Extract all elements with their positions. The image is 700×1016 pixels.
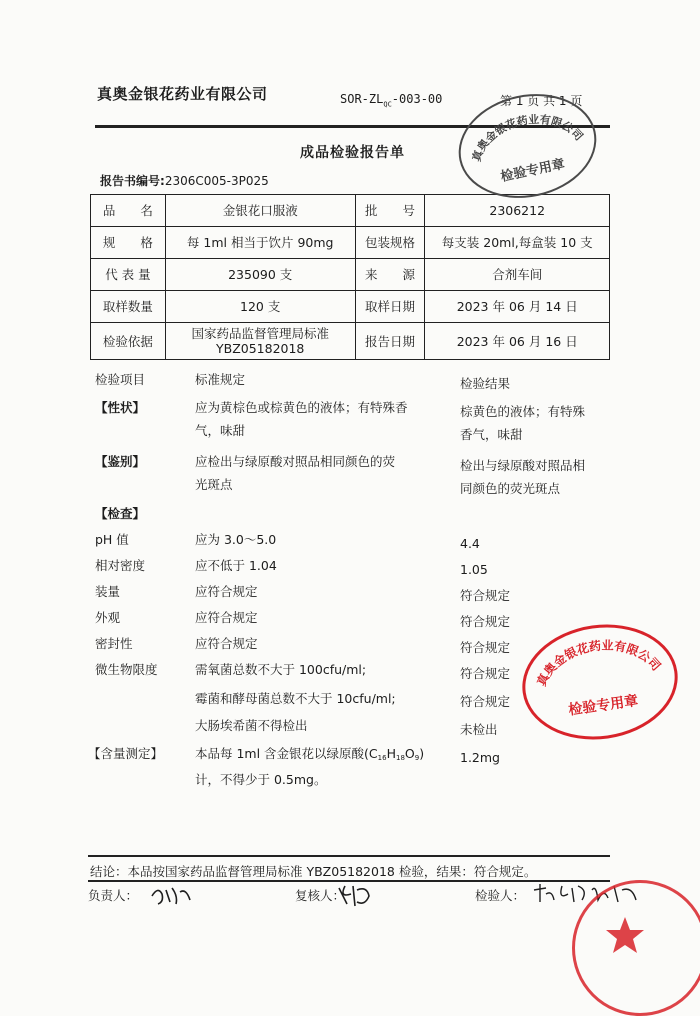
table-row: [91, 195, 610, 227]
reviewer-signature: [335, 880, 375, 910]
table-row: [91, 259, 610, 291]
label-basis: 检验依据: [91, 323, 166, 360]
inspection-result: 1.05: [460, 562, 488, 577]
value-product-name: 金银花口服液: [165, 195, 355, 227]
document-number: SOR-$ZL_{QC}-003-00$: [340, 92, 443, 109]
assay-standard: 本品每 1ml 含金银花以绿原酸$(C_{16}H_{18}O_9)$: [195, 746, 425, 762]
label-source: 来 源: [355, 259, 425, 291]
inspection-result: 符合规定: [460, 666, 511, 681]
label-batch-no: 批 号: [355, 195, 425, 227]
responsible-signature: [148, 882, 196, 908]
inspection-result: 符合规定: [460, 588, 511, 603]
inspection-standard: 应不低于 1.04: [195, 558, 277, 573]
value-batch-no: 2306212: [425, 195, 610, 227]
value-sample-date: 2023 年 06 月 14 日: [425, 291, 610, 323]
table-row: [91, 291, 610, 323]
value-sample-qty: 120 支: [165, 291, 355, 323]
reviewer-label: 复核人：: [295, 888, 346, 903]
inspection-standard: 应为 3.0～5.0: [195, 532, 277, 547]
inspection-item: pH 值: [95, 532, 129, 547]
company-seal-partial: [572, 880, 700, 1016]
inspection-stamp-top: [449, 82, 606, 211]
identification-standard: 应检出与绿原酸对照品相同颜色的荧 光斑点: [195, 454, 396, 492]
label-sample-qty: 取样数量: [91, 291, 166, 323]
assay-standard-line2: 计，不得少于 0.5mg。: [195, 772, 327, 787]
inspection-standard: 应符合规定: [195, 610, 258, 625]
stamp-ring-text: [451, 84, 603, 208]
table-row: [91, 323, 610, 360]
label-product-name: 品 名: [91, 195, 166, 227]
inspection-standard: 应符合规定: [195, 584, 258, 599]
stamp-center-text: 检验专用章: [567, 692, 640, 719]
col-header-item: 检验项目: [95, 372, 146, 387]
section-assay: 【含量测定】: [88, 746, 164, 761]
stamp-ring-text: [518, 618, 682, 746]
conclusion: 结论：本品按国家药品监督管理局标准 YBZ05182018 检验，结果：符合规定。: [90, 864, 537, 879]
value-report-date: 2023 年 06 月 16 日: [425, 323, 610, 360]
inspection-stamp-red: [515, 615, 685, 750]
inspection-standard: 霉菌和酵母菌总数不大于 10cfu/ml;: [195, 691, 396, 706]
inspection-result: 符合规定: [460, 694, 511, 709]
page-info: 第 1 页 共 1 页: [500, 94, 583, 108]
inspection-result: 未检出: [460, 722, 498, 737]
report-number: 报告书编号:2306C005-3P025: [100, 174, 269, 188]
assay-result: 1.2mg: [460, 750, 500, 765]
table-row: [91, 227, 610, 259]
label-report-date: 报告日期: [355, 323, 425, 360]
inspection-standard: 大肠埃希菌不得检出: [195, 718, 308, 733]
label-package-spec: 包装规格: [355, 227, 425, 259]
label-sample-date: 取样日期: [355, 291, 425, 323]
info-table: [90, 194, 610, 360]
stamp-center-text: 检验专用章: [499, 156, 567, 185]
inspection-standard: 需氧菌总数不大于 100cfu/ml;: [195, 662, 367, 677]
label-specification: 规 格: [91, 227, 166, 259]
properties-standard: 应为黄棕色或棕黄色的液体；有特殊香 气，味甜: [195, 400, 408, 438]
inspection-item: 外观: [95, 610, 121, 625]
identification-result: 检出与绿原酸对照品相 同颜色的荧光斑点: [460, 458, 586, 496]
svg-text:真奥金银花药业有限公司: 真奥金银花药业有限公司: [534, 638, 664, 689]
section-properties: 【性状】: [95, 400, 146, 415]
inspector-label: 检验人：: [475, 888, 526, 903]
inspection-item: 相对密度: [95, 558, 146, 573]
responsible-label: 负责人：: [88, 888, 139, 903]
inspection-result: 符合规定: [460, 640, 511, 655]
report-title: 成品检验报告单: [300, 145, 405, 161]
col-header-standard: 标准规定: [195, 372, 246, 387]
section-identification: 【鉴别】: [95, 454, 146, 469]
value-specification: 每 1ml 相当于饮片 90mg: [165, 227, 355, 259]
value-package-spec: 每支装 20ml,每盒装 10 支: [425, 227, 610, 259]
properties-result: 棕黄色的液体；有特殊 香气，味甜: [460, 404, 586, 442]
conclusion-rule-top: [88, 855, 610, 857]
inspection-item: 装量: [95, 584, 121, 599]
value-source: 合剂车间: [425, 259, 610, 291]
value-quantity: 235090 支: [165, 259, 355, 291]
star-icon: [605, 915, 645, 955]
col-header-result: 检验结果: [460, 376, 511, 391]
inspection-result: 4.4: [460, 536, 480, 551]
inspection-item: 微生物限度: [95, 662, 158, 677]
svg-text:真奥金银花药业有限公司: 真奥金银花药业有限公司: [469, 113, 586, 164]
inspection-result: 符合规定: [460, 614, 511, 629]
inspection-item: 密封性: [95, 636, 133, 651]
label-quantity: 代 表 量: [91, 259, 166, 291]
inspection-standard: 应符合规定: [195, 636, 258, 651]
section-inspection: 【检查】: [95, 506, 146, 521]
company-name: 真奥金银花药业有限公司: [97, 85, 268, 103]
value-basis: 国家药品监督管理局标准 YBZ05182018: [165, 323, 355, 360]
